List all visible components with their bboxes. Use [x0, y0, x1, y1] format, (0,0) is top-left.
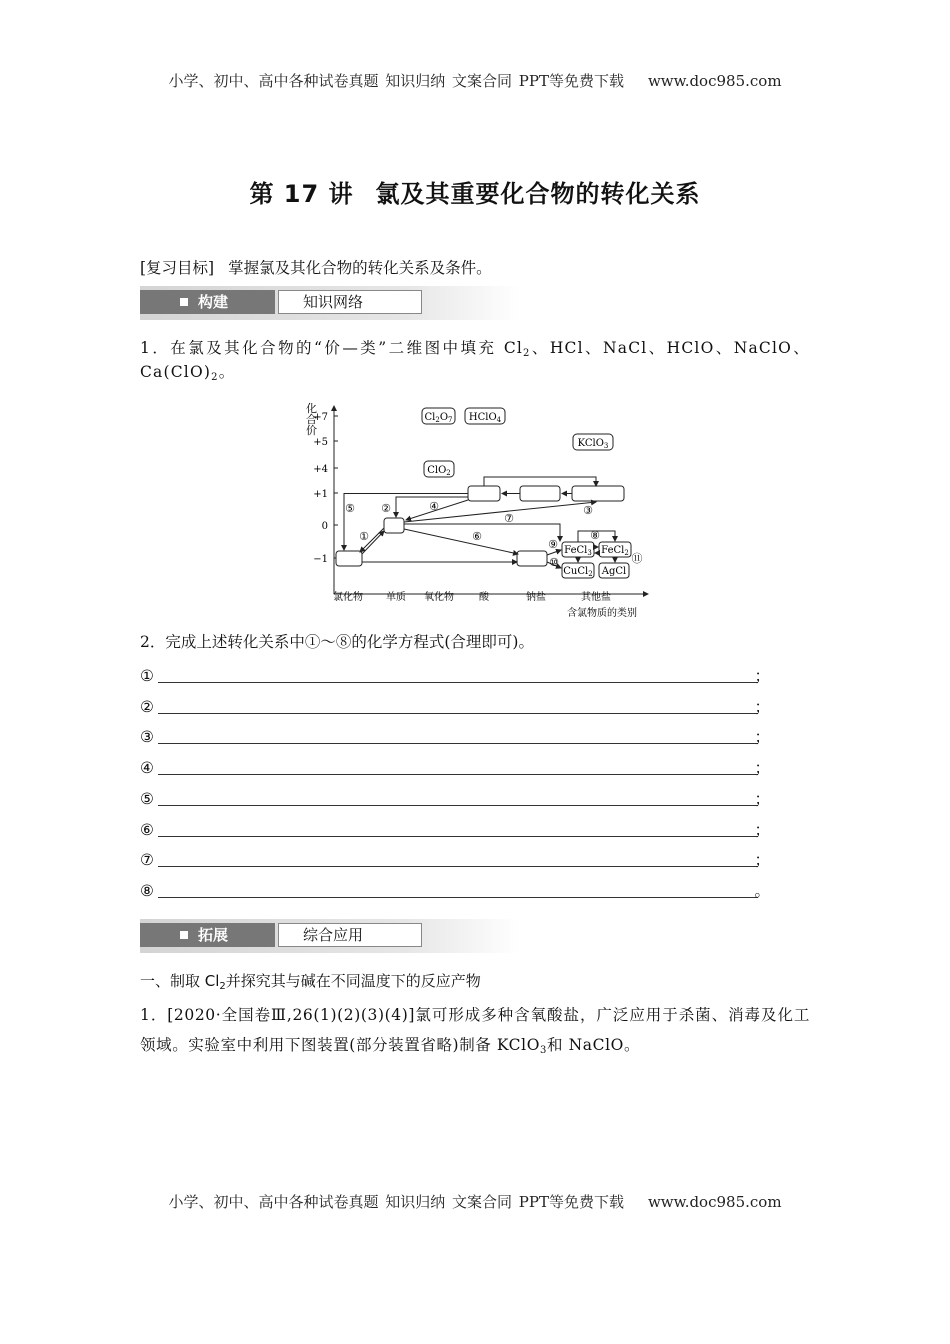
blank-number: ⑤ [140, 790, 154, 808]
section-build-main [140, 290, 275, 314]
section-extend-main-label: 拓展 [198, 926, 229, 944]
label-10: ⑩ [549, 556, 559, 569]
x-tick-sodium-salt: 钠盐 [526, 592, 546, 603]
answer-blank[interactable] [140, 787, 780, 811]
x-tick-chloride: 氯化物 [333, 592, 363, 603]
kclo3-label: KClO$_3$ [577, 438, 609, 450]
y-tick-minus1: −1 [313, 554, 328, 565]
y-tick-plus5: +5 [313, 437, 328, 448]
question-1 [140, 336, 810, 384]
blank-box-naclo [520, 486, 560, 501]
blank-box-cl2 [384, 518, 404, 533]
blank-number: ② [140, 698, 154, 716]
p1-text-a: 1．[2020·全国卷Ⅲ,26(1)(2)(3)(4)]氯可形成多种含氧酸盐，广泛应用于杀菌、消毒及化工领域。实验室中利用下图装置(部分装置省略)制备 KClO [140, 1006, 810, 1055]
blank-number: ④ [140, 759, 154, 777]
review-objective [140, 256, 492, 280]
square-bullet-icon [180, 298, 188, 306]
label-11: ⑪ [631, 552, 643, 565]
answer-blank[interactable] [140, 756, 780, 780]
answer-blank[interactable] [140, 664, 780, 688]
part-1-heading [140, 970, 481, 993]
blank-box-caclo2 [572, 486, 624, 501]
lecture-topic: 氯及其重要化合物的转化关系 [375, 180, 701, 208]
blank-number: ③ [140, 728, 154, 746]
blank-box-hcl [336, 551, 362, 566]
blank-end: ； [754, 728, 770, 746]
q1-sub-b: 2 [211, 372, 219, 384]
footer-url[interactable]: www.doc985.com [647, 1193, 782, 1211]
x-axis-title: 含氯物质的类别 [567, 608, 637, 619]
y-tick-plus7: +7 [313, 412, 328, 423]
answer-blank[interactable] [140, 848, 780, 872]
blank-number: ① [140, 667, 154, 685]
answer-blank[interactable] [140, 818, 780, 842]
cucl2-label: CuCl$_2$ [563, 566, 593, 578]
answer-blank[interactable] [140, 879, 780, 903]
fecl2-label: FeCl$_2$ [601, 545, 629, 557]
arrow-top-loop [484, 477, 596, 486]
problem-1 [140, 1000, 810, 1060]
y-tick-zero: 0 [321, 521, 328, 532]
footer-text: 小学、初中、高中各种试卷真题 知识归纳 文案合同 PPT等免费下载 [168, 1193, 624, 1211]
square-bullet-icon [180, 931, 188, 939]
q1-text-c: 。 [218, 363, 236, 382]
arrow-7 [404, 524, 560, 541]
part1-sub: 2 [219, 981, 226, 992]
blank-end: ； [754, 698, 770, 716]
y-axis-title-3: 价 [306, 424, 317, 437]
label-5: ⑤ [345, 502, 355, 515]
page-header [0, 70, 950, 91]
y-axis-title-2: 合 [306, 413, 317, 426]
answer-blank[interactable] [140, 725, 780, 749]
blank-box-hclo [468, 486, 500, 501]
y-tick-plus4: +4 [313, 464, 328, 475]
label-1: ① [359, 530, 369, 543]
label-8: ⑧ [590, 529, 600, 542]
section-extend-main [140, 923, 275, 947]
part1-text-b: 并探究其与碱在不同温度下的反应产物 [225, 972, 481, 990]
blank-end: ； [754, 759, 770, 777]
objective-label: [复习目标] [140, 259, 215, 277]
label-2: ② [381, 502, 391, 515]
q1-sub-a: 2 [523, 348, 531, 359]
question-2: 2．完成上述转化关系中①～⑧的化学方程式(合理即可)。 [140, 633, 534, 651]
cl2o7-label: $Cl_2O_7$ [424, 412, 453, 424]
section-build-sub: 知识网络 [278, 290, 422, 314]
x-tick-element: 单质 [386, 592, 406, 603]
fecl3-label: FeCl$_3$ [564, 545, 592, 557]
lecture-title [0, 174, 950, 209]
blank-end: 。 [754, 882, 770, 900]
part1-text-a: 一、制取 Cl [140, 972, 220, 990]
hclo4-label: HClO$_4$ [468, 412, 502, 424]
label-9: ⑨ [548, 538, 558, 551]
blank-end: ； [754, 851, 770, 869]
x-tick-other-salt: 其他盐 [581, 592, 611, 603]
p1-text-b: 和 NaClO。 [546, 1036, 641, 1055]
p1-sub: 3 [540, 1045, 547, 1057]
clo2-label: ClO$_2$ [427, 465, 451, 477]
label-6: ⑥ [472, 530, 482, 543]
label-4: ④ [429, 500, 439, 513]
x-tick-oxide: 氧化物 [424, 592, 454, 603]
section-build-bar [140, 286, 520, 320]
section-extend-sub: 综合应用 [278, 923, 422, 947]
blank-end: ； [754, 790, 770, 808]
label-3: ③ [583, 504, 593, 517]
q1-text-b: 、HCl、NaCl、HClO、NaClO、Ca(ClO) [140, 339, 810, 382]
blank-number: ⑥ [140, 821, 154, 839]
y-tick-plus1: +1 [313, 489, 328, 500]
header-url[interactable]: www.doc985.com [647, 72, 782, 90]
blank-end: ； [754, 667, 770, 685]
q1-text-a: 1．在氯及其化合物的“价—类”二维图中填充 Cl [140, 339, 524, 357]
answer-blank[interactable] [140, 695, 780, 719]
objective-text: 掌握氯及其化合物的转化关系及条件。 [228, 259, 492, 277]
blank-number: ⑧ [140, 882, 154, 900]
label-7: ⑦ [504, 512, 514, 525]
blank-end: ； [754, 821, 770, 839]
section-extend-bar [140, 919, 520, 953]
x-tick-acid: 酸 [479, 592, 489, 603]
blank-number: ⑦ [140, 851, 154, 869]
page-footer [0, 1191, 950, 1212]
blank-box-nacl [517, 551, 547, 566]
section-build-main-label: 构建 [198, 293, 229, 311]
valence-category-diagram [296, 398, 656, 624]
agcl-label: AgCl [601, 566, 627, 577]
header-text: 小学、初中、高中各种试卷真题 知识归纳 文案合同 PPT等免费下载 [168, 72, 624, 90]
arrow-6 [404, 529, 518, 554]
y-axis-title-1: 化 [306, 402, 317, 415]
lecture-number: 第 17 讲 [249, 180, 354, 208]
